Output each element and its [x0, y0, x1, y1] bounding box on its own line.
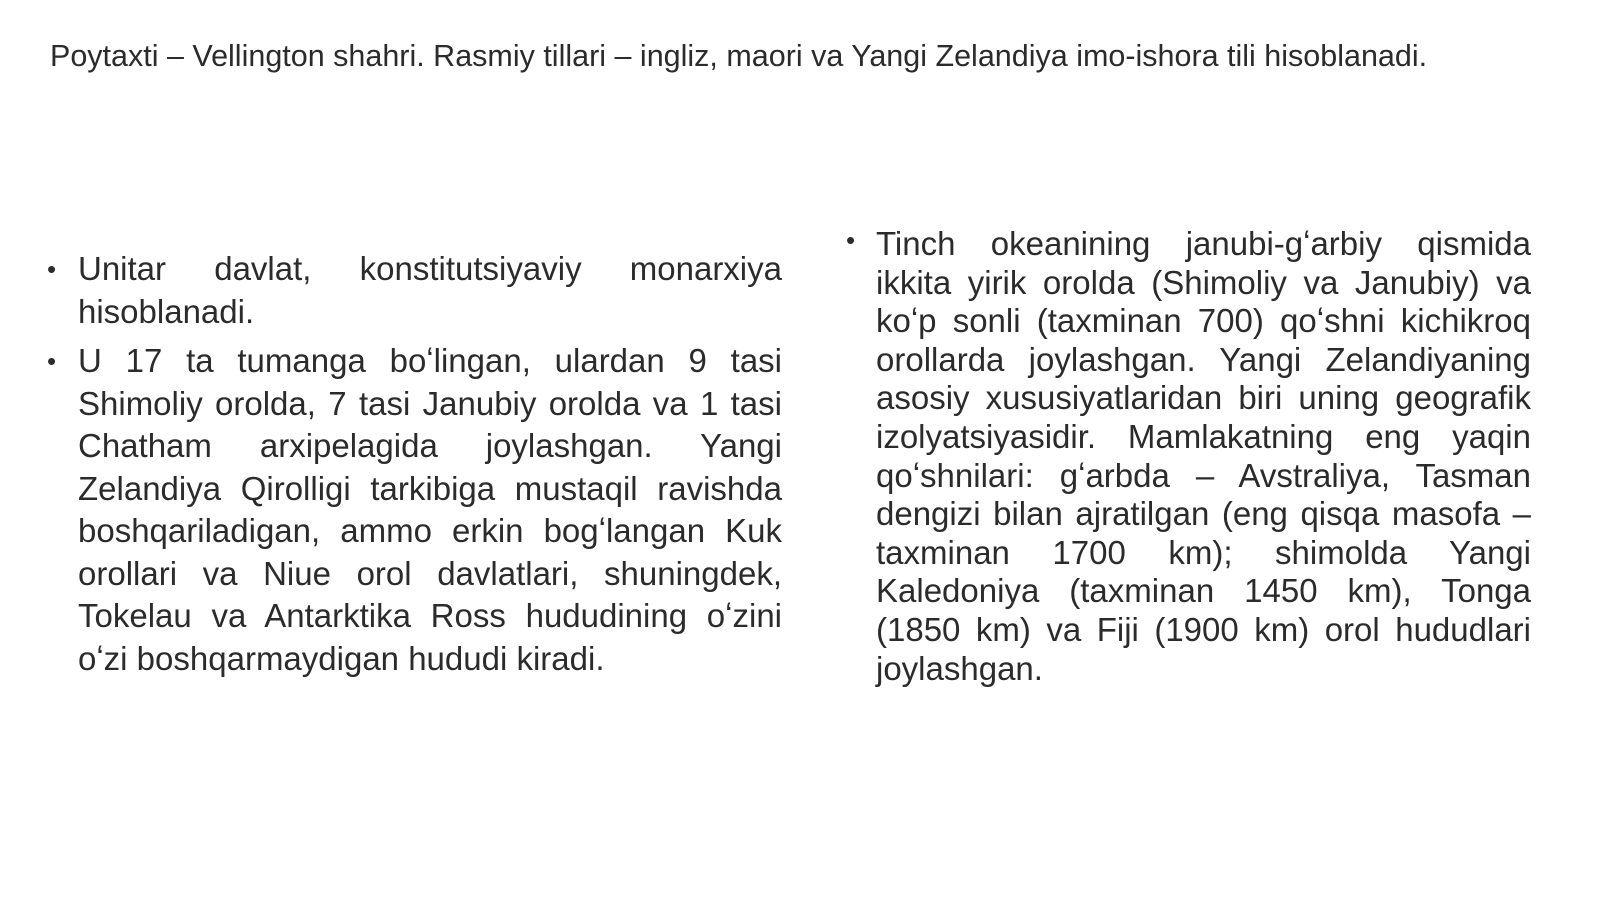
- slide-heading: Poytaxti – Vellington shahri. Rasmiy tillari – ingliz, maori va Yangi Zelandiya imo-ishora tili hisoblanadi.: [50, 39, 1428, 73]
- right-bullet-list: [846, 225, 1531, 695]
- bullet-dot-icon: •: [47, 346, 57, 376]
- bullet-text: U 17 ta tumanga boʻlingan, ulardan 9 tasi Shimoliy orolda, 7 tasi Janubiy orolda va 1 tasi Chatham arxipelagida joylashgan. Yangi Zelandiya Qirolligi tarkibiga mustaqil ravishda boshqariladigan, ammo erkin bogʻlangan Kuk orollari va Niue orol davlatlari, shuningdek, Tokelau va Antarktika Ross hududining oʻzini oʻzi boshqarmaydigan hududi kiradi.: [78, 342, 782, 677]
- bullet-text: Tinch okeanining janubi-gʻarbiy qismida ikkita yirik orolda (Shimoliy va Janubiy) va koʻp sonli (taxminan 700) qoʻshni kichikroq orollarda joylashgan. Yangi Zelandiyaning asosiy xususiyatlaridan biri uning geografik izolyatsiyasidir. Mamlakatning eng yaqin qoʻshnilari: gʻarbda – Avstraliya, Tasman dengizi bilan ajratilgan (eng qisqa masofa – taxminan 1700 km); shimolda Yangi Kaledoniya (taxminan 1450 km), Tonga (1850 km) va Fiji (1900 km) orol hududlari joylashgan.: [876, 225, 1531, 687]
- list-item: [846, 225, 1531, 688]
- left-bullet-list: [47, 248, 782, 687]
- list-item: [47, 248, 782, 333]
- bullet-dot-icon: •: [846, 225, 856, 255]
- list-item: [47, 340, 782, 680]
- bullet-dot-icon: •: [47, 254, 57, 284]
- bullet-text: Unitar davlat, konstitutsiyaviy monarxiya hisoblanadi.: [78, 250, 782, 330]
